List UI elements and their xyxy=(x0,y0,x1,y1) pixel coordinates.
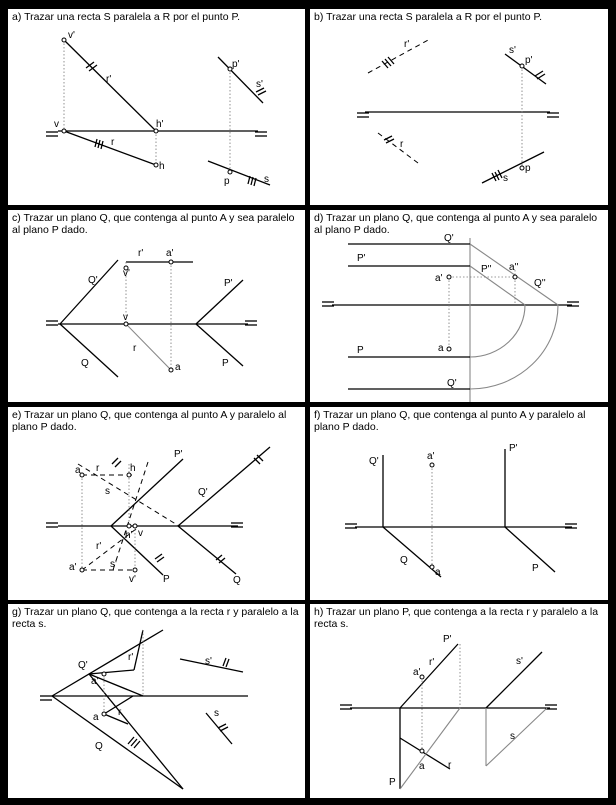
label-s: s xyxy=(264,174,269,185)
label-p-prime: P' xyxy=(174,449,183,460)
label-s-prime: s' xyxy=(110,559,117,570)
label-h-prime: h' xyxy=(125,530,133,541)
diagram-d xyxy=(310,210,608,402)
label-a: a xyxy=(419,761,425,772)
label-a-prime: a' xyxy=(435,273,443,284)
label-q-prime: Q' xyxy=(198,487,208,498)
label-a-double-prime: a'' xyxy=(509,262,519,273)
label-r-prime: r' xyxy=(404,39,410,50)
panel-title: d) Trazar un plano Q, que contenga al punto A y sea paralelo al plano P dado. xyxy=(314,212,598,236)
panel-h xyxy=(310,604,608,798)
label-v: v xyxy=(54,119,59,130)
label-a: a xyxy=(175,362,181,373)
panel-c xyxy=(8,210,305,402)
label-a: a xyxy=(93,712,99,723)
label-p: P xyxy=(163,574,170,585)
label-q: Q xyxy=(95,741,103,752)
label-a-prime: a' xyxy=(413,667,421,678)
label-v: v xyxy=(138,528,143,539)
label-q: Q xyxy=(400,555,408,566)
label-p: p xyxy=(525,163,531,174)
diagram-f xyxy=(310,407,608,600)
label-p-prime: P' xyxy=(509,443,518,454)
label-p: p xyxy=(224,176,230,187)
panel-b xyxy=(310,9,608,205)
diagram-e xyxy=(8,407,305,600)
label-q-prime: Q' xyxy=(88,275,98,286)
label-r-prime: r' xyxy=(429,657,435,668)
label-s-prime: s' xyxy=(256,79,263,90)
diagram-b xyxy=(310,9,608,205)
label-s-prime: s' xyxy=(509,45,516,56)
diagram-a xyxy=(8,9,305,205)
label-a-prime: a' xyxy=(166,248,174,259)
label-h-prime: h' xyxy=(156,119,164,130)
panel-title: a) Trazar una recta S paralela a R por el punto P. xyxy=(12,11,241,23)
diagram-c xyxy=(8,210,305,402)
label-p: P xyxy=(357,345,364,356)
label-r: r xyxy=(111,137,115,148)
label-p-prime: p' xyxy=(525,55,533,66)
panel-d xyxy=(310,210,608,402)
panel-title: f) Trazar un plano Q, que contenga al punto A y paralelo al plano P dado. xyxy=(314,409,586,433)
label-s: s xyxy=(105,486,110,497)
label-p: P xyxy=(222,358,229,369)
label-a-prime: a' xyxy=(91,676,99,687)
label-q: Q xyxy=(81,358,89,369)
label-v: v xyxy=(123,312,128,323)
label-q-double-prime: Q'' xyxy=(534,278,546,289)
panel-title: c) Trazar un plano Q, que contenga al punto A y sea paralelo al plano P dado. xyxy=(12,212,295,236)
label-v-prime: v' xyxy=(123,268,130,279)
label-p: P xyxy=(532,563,539,574)
panel-title: h) Trazar un plano P, que contenga a la recta r y paralelo a la recta s. xyxy=(314,606,599,630)
label-p-prime: p' xyxy=(232,59,240,70)
label-p-prime: P' xyxy=(357,253,366,264)
label-s: s xyxy=(503,173,508,184)
diagram-g xyxy=(8,604,305,798)
label-s: s xyxy=(510,731,515,742)
label-p-prime: P' xyxy=(224,278,233,289)
panel-title: g) Trazar un plano Q, que contenga a la recta r y paralelo a la recta s. xyxy=(12,606,299,630)
panel-a xyxy=(8,9,305,205)
label-h: h xyxy=(159,161,165,172)
label-q-prime-lower: Q' xyxy=(447,378,457,389)
label-q-prime: Q' xyxy=(78,660,88,671)
label-v-prime: v' xyxy=(68,30,75,41)
panel-f xyxy=(310,407,608,600)
label-r-prime: r' xyxy=(138,248,144,259)
panel-title: b) Trazar una recta S paralela a R por el punto P. xyxy=(314,11,543,23)
label-s-prime: s' xyxy=(205,656,212,667)
diagram-h xyxy=(310,604,608,798)
label-r: r xyxy=(118,707,122,718)
panel-title: e) Trazar un plano Q, que contenga al punto A y paralelo al plano P dado. xyxy=(12,409,287,433)
label-a: a xyxy=(438,343,444,354)
label-r-prime: r' xyxy=(106,74,112,85)
label-q-prime: Q' xyxy=(369,456,379,467)
label-r: r xyxy=(133,343,137,354)
label-p-prime: P' xyxy=(443,634,452,645)
label-p: P xyxy=(389,777,396,788)
label-s: s xyxy=(214,708,219,719)
label-q-prime: Q' xyxy=(444,233,454,244)
label-a: a xyxy=(435,567,441,578)
label-r-prime: r' xyxy=(128,652,134,663)
label-v-prime: v' xyxy=(129,574,136,585)
label-r: r xyxy=(96,463,100,474)
panel-e xyxy=(8,407,305,600)
label-h: h xyxy=(130,463,136,474)
label-r: r xyxy=(400,139,404,150)
label-a: a xyxy=(75,465,81,476)
label-p-double-prime: P'' xyxy=(481,264,492,275)
panel-g xyxy=(8,604,305,798)
label-s-prime: s' xyxy=(516,656,523,667)
label-a-prime: a' xyxy=(427,451,435,462)
label-q: Q xyxy=(233,575,241,586)
label-r-prime: r' xyxy=(96,541,102,552)
label-r: r xyxy=(448,760,452,771)
label-a-prime: a' xyxy=(69,562,77,573)
